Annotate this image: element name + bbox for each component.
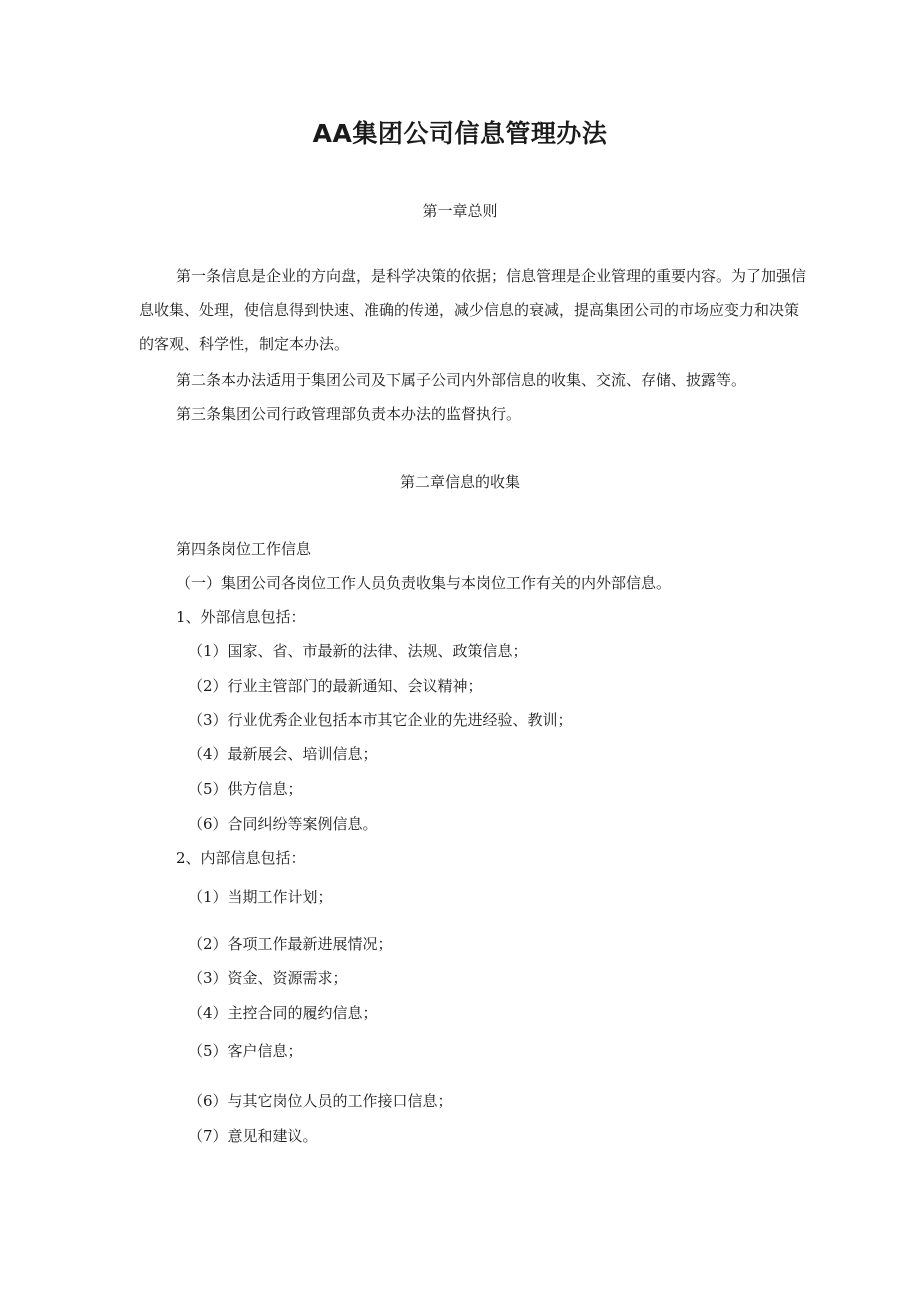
external-info-item: （5）供方信息；: [188, 780, 303, 798]
internal-info-label: 2、内部信息包括：: [176, 849, 306, 867]
internal-info-item: （7）意见和建议。: [188, 1127, 318, 1145]
article-3-text: 第三条集团公司行政管理部负责本办法的监督执行。: [176, 405, 522, 423]
clause-1-text: （一）集团公司各岗位工作人员负责收集与本岗位工作有关的内外部信息。: [176, 574, 672, 592]
internal-info-item: （3）资金、资源需求；: [188, 969, 348, 987]
internal-info-item: （6）与其它岗位人员的工作接口信息；: [188, 1092, 453, 1110]
article-4-text: 第四条岗位工作信息: [176, 540, 312, 558]
chapter-1-heading: 第一章总则: [422, 202, 498, 220]
external-info-item: （6）合同纠纷等案例信息。: [188, 815, 378, 833]
internal-info-item: （1）当期工作计划；: [188, 888, 333, 906]
document-title: AA集团公司信息管理办法: [312, 119, 608, 148]
article-2-text: 第二条本办法适用于集团公司及下属子公司内外部信息的收集、交流、存储、披露等。: [176, 371, 747, 389]
external-info-item: （1）国家、省、市最新的法律、法规、政策信息；: [188, 642, 528, 660]
article-1-paragraph: [139, 259, 809, 361]
external-info-item: （3）行业优秀企业包括本市其它企业的先进经验、教训；: [188, 711, 573, 729]
external-info-item: （2）行业主管部门的最新通知、会议精神；: [188, 677, 483, 695]
article-1-text: 第一条信息是企业的方向盘，是科学决策的依据；信息管理是企业管理的重要内容。为了加强信息收集、处理，使信息得到快速、准确的传递，减少信息的衰减，提高集团公司的市场应变力和决策的客观、科学性，制定本办法。: [139, 267, 807, 353]
external-info-label: 1、外部信息包括：: [176, 608, 306, 626]
internal-info-item: （5）客户信息；: [188, 1042, 303, 1060]
internal-info-item: （2）各项工作最新进展情况；: [188, 935, 393, 953]
external-info-item: （4）最新展会、培训信息；: [188, 745, 378, 763]
chapter-2-heading: 第二章信息的收集: [399, 473, 520, 491]
internal-info-item: （4）主控合同的履约信息；: [188, 1004, 378, 1022]
